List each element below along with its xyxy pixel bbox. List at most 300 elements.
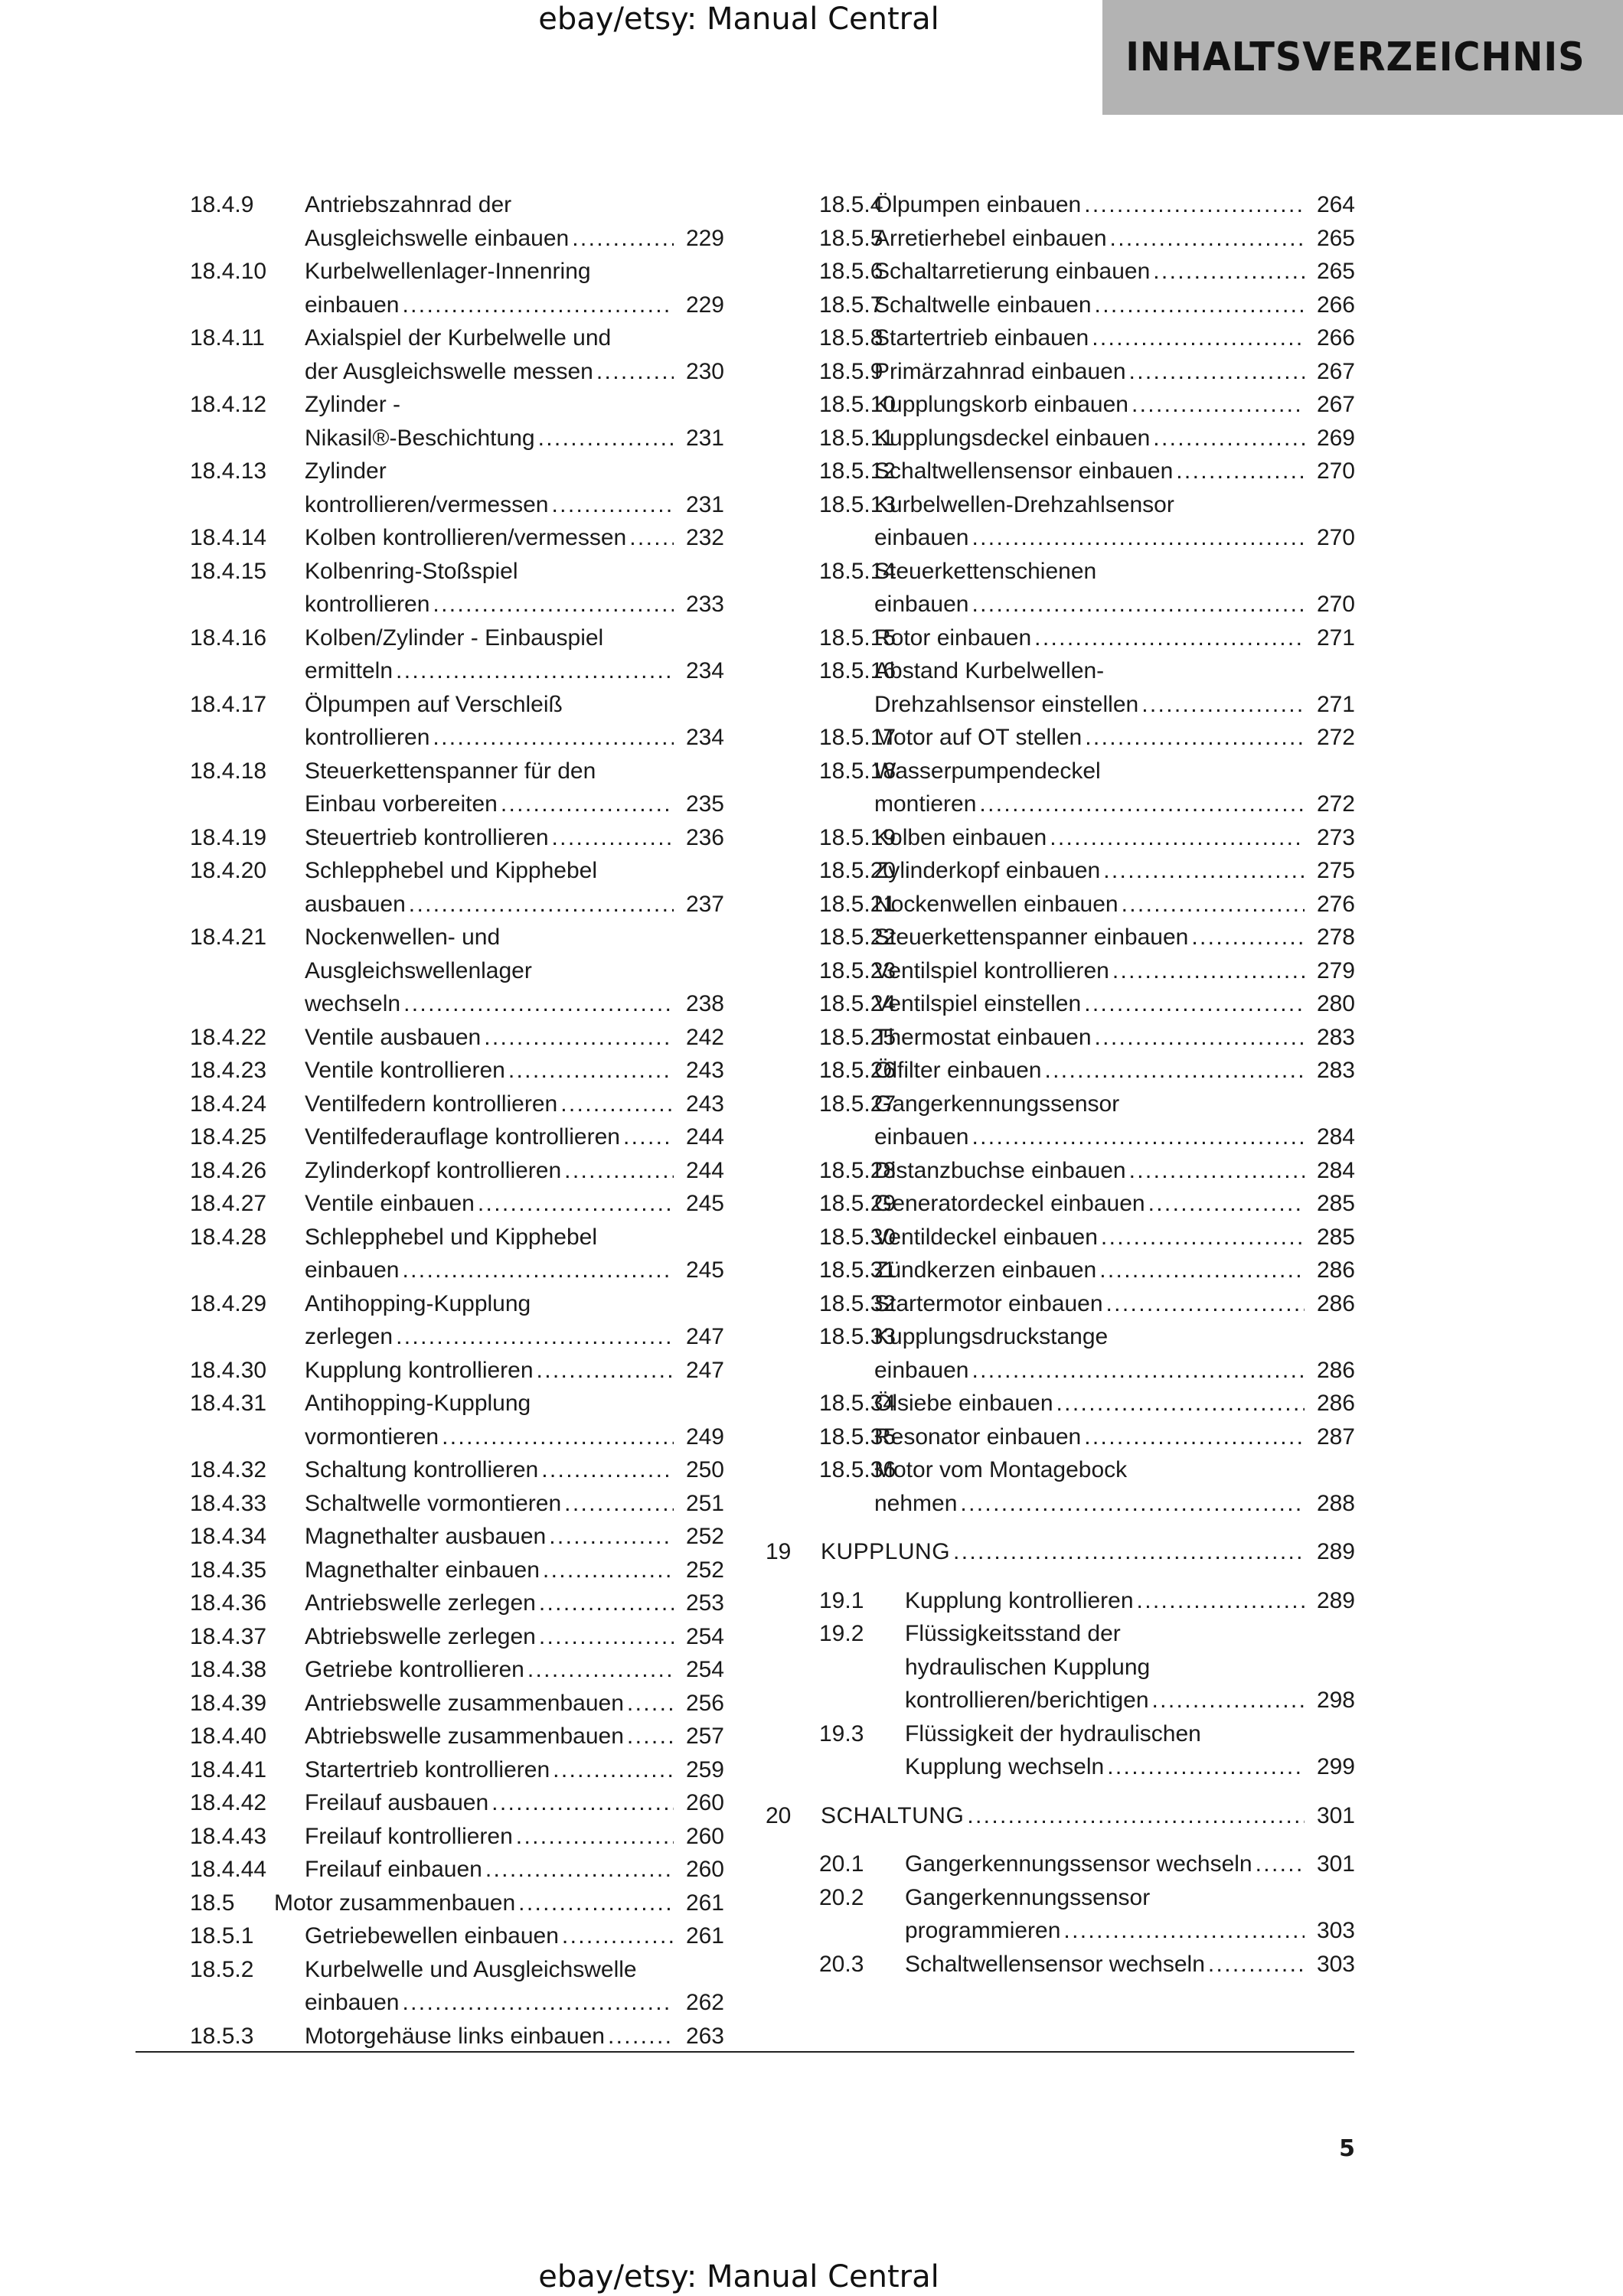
dot-leader: [549, 1520, 674, 1554]
toc-entry-title: Schlepphebel und Kipphebel: [305, 1224, 597, 1250]
dot-leader: [1148, 1187, 1305, 1221]
dot-leader: [543, 1554, 674, 1587]
dot-leader: [442, 1420, 674, 1454]
toc-entry[interactable]: [190, 1387, 724, 1453]
toc-entry-title: Schaltarretierung einbauen: [874, 259, 1151, 284]
toc-entry[interactable]: [190, 1753, 724, 1787]
toc-entry-title: einbauen: [305, 1257, 400, 1283]
toc-page-number: 298: [1316, 1688, 1355, 1713]
toc-entry-number: 18.4.32: [190, 1457, 267, 1482]
toc-entry-title: Freilauf einbauen: [305, 1857, 482, 1882]
dot-leader: [1106, 1287, 1305, 1321]
toc-page-number: 271: [1316, 625, 1355, 651]
toc-entry-number: 18.5.2: [190, 1956, 254, 1982]
toc-entry-number: 18.5.13: [819, 491, 896, 517]
toc-entry-title: Getriebe kontrollieren: [305, 1657, 524, 1682]
dot-leader: [1099, 1254, 1305, 1287]
toc-entry[interactable]: [190, 1653, 724, 1687]
toc-entry-title: wechseln: [305, 991, 401, 1016]
toc-entry[interactable]: [766, 1154, 1355, 1188]
toc-entry-number: 18.5.9: [819, 358, 883, 384]
toc-page-number: 245: [685, 1257, 724, 1283]
toc-entry-title: Drehzahlsensor einstellen: [874, 691, 1139, 717]
toc-entry-number: 18.4.30: [190, 1357, 267, 1383]
toc-page-number: 270: [1316, 525, 1355, 550]
toc-page-number: 243: [685, 1058, 724, 1083]
toc-entry-number: 18.4.33: [190, 1490, 267, 1516]
toc-entry-number: 18.4.21: [190, 925, 267, 950]
toc-entry[interactable]: [766, 1584, 1355, 1618]
toc-entry[interactable]: [190, 1088, 724, 1121]
toc-entry-number: 18.5.28: [819, 1157, 896, 1183]
toc-chapter[interactable]: [766, 1799, 1355, 1833]
dot-leader: [1056, 1387, 1305, 1420]
dot-leader: [562, 1919, 674, 1953]
toc-entry-title: Thermostat einbauen: [874, 1024, 1092, 1050]
toc-entry[interactable]: [190, 1587, 724, 1620]
toc-entry-number: 18.4.25: [190, 1124, 267, 1150]
dot-leader: [627, 1687, 674, 1720]
toc-entry-title: programmieren: [905, 1918, 1061, 1943]
toc-entry[interactable]: [190, 1687, 724, 1720]
toc-page-number: 301: [1316, 1802, 1355, 1828]
toc-entry[interactable]: [766, 488, 1355, 555]
toc-entry[interactable]: [766, 1021, 1355, 1055]
toc-entry-number: 18.5.33: [819, 1324, 896, 1349]
toc-entry[interactable]: [766, 821, 1355, 855]
toc-entry[interactable]: [190, 621, 724, 688]
toc-entry-number: 18.4.23: [190, 1058, 267, 1083]
toc-entry[interactable]: [766, 1948, 1355, 1981]
toc-entry-title: Ventildeckel einbauen: [874, 1224, 1098, 1250]
toc-entry-number: 20.1: [819, 1851, 864, 1877]
toc-page-number: 229: [685, 225, 724, 251]
toc-entry[interactable]: [190, 1953, 724, 2020]
toc-entry-title: Flüssigkeit der hydraulischen: [905, 1720, 1201, 1746]
toc-entry[interactable]: [766, 1254, 1355, 1287]
toc-entry[interactable]: [766, 188, 1355, 222]
toc-page-number: 237: [685, 891, 724, 917]
toc-entry[interactable]: [766, 1881, 1355, 1948]
toc-entry-number: 18.4.24: [190, 1091, 267, 1117]
dot-leader: [629, 521, 674, 555]
toc-entry-title: Ölfilter einbauen: [874, 1058, 1042, 1083]
toc-page-number: 270: [1316, 592, 1355, 617]
toc-page-number: 303: [1316, 1951, 1355, 1977]
dot-leader: [1256, 1848, 1305, 1881]
toc-entry-title: montieren: [874, 791, 977, 817]
dot-leader: [552, 821, 674, 855]
toc-entry-title: Ventile kontrollieren: [305, 1058, 505, 1083]
dot-leader: [564, 1154, 674, 1188]
toc-page-number: 289: [1316, 1539, 1355, 1564]
toc-page-number: 235: [685, 791, 724, 817]
toc-page-number: 253: [685, 1590, 724, 1616]
toc-entry[interactable]: [190, 1021, 724, 1055]
toc-entry-number: 18.4.39: [190, 1690, 267, 1716]
toc-entry[interactable]: [190, 188, 724, 255]
toc-entry-number: 18.5.1: [190, 1923, 254, 1949]
toc-entry-number: 18.5.10: [819, 392, 896, 417]
toc-entry[interactable]: [190, 1487, 724, 1521]
dot-leader: [1112, 954, 1305, 988]
dot-leader: [1191, 921, 1305, 954]
toc-entry-number: 18.5.35: [819, 1424, 896, 1450]
toc-page-number: 288: [1316, 1490, 1355, 1516]
toc-entry[interactable]: [190, 1520, 724, 1554]
toc-entry-title: Nockenwellen- und: [305, 925, 501, 950]
toc-page-number: 285: [1316, 1191, 1355, 1216]
toc-entry-title: Schaltwellensensor einbauen: [874, 458, 1174, 484]
toc-entry[interactable]: [766, 1221, 1355, 1254]
toc-page-number: 229: [685, 292, 724, 318]
toc-entry-number: 18.4.40: [190, 1724, 267, 1749]
toc-entry-title: Antihopping-Kupplung: [305, 1391, 531, 1416]
toc-entry-number: 18.4.18: [190, 758, 267, 784]
toc-page-number: 283: [1316, 1024, 1355, 1050]
dot-leader: [539, 1620, 674, 1654]
toc-entry[interactable]: [190, 854, 724, 921]
dot-leader: [402, 1254, 674, 1287]
toc-page-number: 231: [685, 491, 724, 517]
toc-page-number: 261: [685, 1923, 724, 1949]
toc-entry[interactable]: [190, 1354, 724, 1388]
dot-leader: [1085, 721, 1305, 755]
toc-entry-number: 18.5.21: [819, 891, 896, 917]
toc-entry-number: 18.4.36: [190, 1590, 267, 1616]
dot-leader: [627, 1720, 674, 1753]
toc-page-number: 270: [1316, 458, 1355, 484]
dot-leader: [538, 422, 674, 455]
toc-entry[interactable]: [190, 1054, 724, 1088]
toc-entry-title: Magnethalter ausbauen: [305, 1524, 547, 1549]
toc-page-number: 265: [1316, 259, 1355, 284]
toc-page-number: 234: [685, 725, 724, 750]
toc-page-number: 287: [1316, 1424, 1355, 1450]
toc-entry-number: 18.5.23: [819, 957, 896, 983]
toc-entry-title: Kupplungsdruckstange: [874, 1324, 1109, 1349]
toc-entry-title: Startertrieb kontrollieren: [305, 1756, 550, 1782]
toc-page-number: 284: [1316, 1124, 1355, 1150]
dot-leader: [433, 588, 674, 621]
toc-entry-title: zerlegen: [305, 1324, 394, 1349]
toc-page-number: 267: [1316, 392, 1355, 417]
toc-entry-number: 18.5.7: [819, 292, 883, 318]
toc-entry[interactable]: [766, 1387, 1355, 1420]
toc-entry[interactable]: [766, 1320, 1355, 1387]
toc-entry-number: 18.5.4: [819, 192, 883, 217]
dot-leader: [501, 788, 674, 821]
dot-leader: [518, 1887, 674, 1920]
toc-page-number: 276: [1316, 891, 1355, 917]
toc-entry[interactable]: [766, 1453, 1355, 1520]
toc-entry-title: Motor zusammenbauen: [274, 1890, 516, 1916]
toc-entry-title: Primärzahnrad einbauen: [874, 358, 1126, 384]
toc-entry[interactable]: [766, 1287, 1355, 1321]
toc-entry[interactable]: [766, 854, 1355, 888]
toc-entry[interactable]: [190, 1287, 724, 1354]
toc-entry[interactable]: [766, 621, 1355, 655]
dot-leader: [508, 1054, 674, 1088]
toc-entry-title: Antriebswelle zerlegen: [305, 1590, 536, 1616]
dot-leader: [1137, 1584, 1305, 1618]
toc-page-number: 260: [685, 1857, 724, 1882]
toc-entry-title: Distanzbuchse einbauen: [874, 1157, 1126, 1183]
dot-leader: [1084, 987, 1305, 1021]
toc-entry-number: 18.4.28: [190, 1224, 267, 1250]
toc-entry-number: 18.4.19: [190, 824, 267, 850]
toc-page-number: 242: [685, 1024, 724, 1050]
toc-entry-title: kontrollieren/vermessen: [305, 491, 549, 517]
toc-entry-number: 18.5.20: [819, 858, 896, 883]
toc-entry-number: 18.5.24: [819, 991, 896, 1016]
toc-entry-number: 18.4.10: [190, 259, 267, 284]
dot-leader: [516, 1820, 674, 1854]
dot-leader: [967, 1799, 1305, 1833]
dot-leader: [396, 1320, 674, 1354]
toc-entry-number: 18.5.22: [819, 925, 896, 950]
dot-leader: [551, 488, 674, 522]
dot-leader: [960, 1487, 1305, 1521]
toc-entry[interactable]: [766, 555, 1355, 621]
toc-entry[interactable]: [190, 1620, 724, 1654]
toc-entry[interactable]: [766, 289, 1355, 322]
toc-chapter[interactable]: [766, 1535, 1355, 1569]
toc-entry[interactable]: [190, 921, 724, 1021]
toc-entry[interactable]: [190, 1120, 724, 1154]
toc-entry-title: Gangerkennungssensor wechseln: [905, 1851, 1252, 1877]
dot-leader: [1084, 1420, 1305, 1454]
toc-entry-title: Steuerkettenspanner für den: [305, 758, 596, 784]
dot-leader: [433, 721, 674, 755]
toc-entry-title: Freilauf kontrollieren: [305, 1823, 513, 1849]
toc-entry-number: 18.5.6: [819, 259, 883, 284]
dot-leader: [1176, 455, 1305, 488]
toc-entry[interactable]: [766, 1420, 1355, 1454]
toc-entry[interactable]: [190, 688, 724, 755]
toc-entry-title: Ventilfedern kontrollieren: [305, 1091, 558, 1117]
toc-entry-title: einbauen: [874, 1357, 969, 1383]
toc-page-number: 271: [1316, 691, 1355, 717]
toc-entry-number: 18.4.29: [190, 1290, 267, 1316]
toc-entry[interactable]: [766, 654, 1355, 721]
toc-entry[interactable]: [766, 721, 1355, 755]
toc-entry[interactable]: [190, 1221, 724, 1287]
toc-entry-title: nehmen: [874, 1490, 958, 1516]
toc-entry-number: 18.4.13: [190, 458, 267, 484]
toc-entry[interactable]: [190, 555, 724, 621]
toc-page-number: 286: [1316, 1257, 1355, 1283]
dot-leader: [972, 588, 1305, 621]
toc-entry-title: Antriebswelle zusammenbauen: [305, 1690, 624, 1716]
toc-entry[interactable]: [766, 1088, 1355, 1154]
toc-entry-title: Ölpumpen auf Verschleiß: [305, 691, 563, 717]
toc-entry[interactable]: [766, 1054, 1355, 1088]
toc-entry[interactable]: [766, 321, 1355, 355]
toc-entry[interactable]: [190, 255, 724, 321]
toc-page-number: 275: [1316, 858, 1355, 883]
toc-page-number: 265: [1316, 225, 1355, 251]
toc-entry[interactable]: [766, 422, 1355, 455]
toc-entry-title: Abtriebswelle zusammenbauen: [305, 1724, 624, 1749]
toc-column-right: [766, 188, 1355, 1981]
toc-entry[interactable]: [190, 1720, 724, 1753]
toc-entry[interactable]: [190, 321, 724, 388]
toc-entry[interactable]: [766, 755, 1355, 821]
toc-page-number: 252: [685, 1524, 724, 1549]
toc-entry-title: Zylinder: [305, 458, 387, 484]
dot-leader: [596, 355, 674, 389]
toc-entry[interactable]: [190, 388, 724, 455]
toc-entry[interactable]: [766, 222, 1355, 256]
toc-entry[interactable]: [766, 1617, 1355, 1717]
toc-entry[interactable]: [766, 987, 1355, 1021]
dot-leader: [396, 654, 674, 688]
dot-leader: [1122, 888, 1305, 921]
toc-page-number: 232: [685, 525, 724, 550]
toc-entry-title: Steuertrieb kontrollieren: [305, 824, 549, 850]
toc-entry-number: 18.5.3: [190, 2023, 254, 2049]
toc-page-number: 244: [685, 1124, 724, 1150]
toc-page-number: 264: [1316, 192, 1355, 217]
dot-leader: [1141, 688, 1305, 722]
toc-entry-title: einbauen: [305, 1990, 400, 2015]
toc-entry-number: 18.4.15: [190, 558, 267, 584]
toc-entry-title: Kurbelwellen-Drehzahlsensor: [874, 491, 1174, 517]
dot-leader: [541, 1453, 674, 1487]
toc-page-number: 243: [685, 1091, 724, 1117]
toc-entry[interactable]: [190, 521, 724, 555]
toc-entry-title: Kurbelwellenlager-Innenring: [305, 259, 591, 284]
toc-entry-title: Ausgleichswelle einbauen: [305, 225, 570, 251]
toc-page-number: 303: [1316, 1918, 1355, 1943]
toc-entry-title: Abtriebswelle zerlegen: [305, 1623, 536, 1649]
dot-leader: [403, 987, 674, 1021]
toc-entry[interactable]: [190, 755, 724, 821]
toc-entry-number: 18.5.26: [819, 1058, 896, 1083]
footer-divider: [136, 2051, 1354, 2053]
toc-entry[interactable]: [766, 455, 1355, 488]
toc-page-number: 289: [1316, 1587, 1355, 1613]
toc-entry-number: 18.4.22: [190, 1024, 267, 1050]
toc-entry-title: Kupplungskorb einbauen: [874, 392, 1128, 417]
toc-entry-number: 18.4.11: [190, 325, 265, 351]
toc-entry[interactable]: [766, 255, 1355, 289]
toc-page-number: 283: [1316, 1058, 1355, 1083]
toc-entry[interactable]: [190, 455, 724, 521]
toc-entry-number: 19.3: [819, 1720, 864, 1746]
toc-entry-number: 18.5.29: [819, 1191, 896, 1216]
toc-entry-title: Nockenwellen einbauen: [874, 891, 1118, 917]
dot-leader: [1129, 1154, 1305, 1188]
toc-page-number: 254: [685, 1623, 724, 1649]
toc-entry[interactable]: [190, 821, 724, 855]
toc-entry[interactable]: [766, 1717, 1355, 1784]
toc-entry-number: 18.4.38: [190, 1657, 267, 1682]
dot-leader: [1103, 854, 1305, 888]
toc-entry-title: kontrollieren: [305, 592, 430, 617]
toc-entry-title: Ölsiebe einbauen: [874, 1391, 1053, 1416]
toc-entry-title: Motorgehäuse links einbauen: [305, 2023, 605, 2049]
toc-entry-number: 18.5.18: [819, 758, 896, 784]
toc-page-number: 272: [1316, 791, 1355, 817]
toc-entry-number: 18.4.14: [190, 525, 267, 550]
toc-entry-title: Ventilspiel einstellen: [874, 991, 1082, 1016]
toc-page-number: 252: [685, 1557, 724, 1583]
toc-entry[interactable]: [190, 1554, 724, 1587]
toc-entry-title: kontrollieren: [305, 725, 430, 750]
toc-entry[interactable]: [190, 1786, 724, 1820]
toc-page-number: 266: [1316, 325, 1355, 351]
toc-entry-title: Nikasil®-Beschichtung: [305, 425, 535, 451]
toc-entry-title: einbauen: [305, 292, 400, 318]
toc-entry-title: Antihopping-Kupplung: [305, 1290, 531, 1316]
toc-entry[interactable]: [766, 954, 1355, 988]
toc-page-number: 249: [685, 1424, 724, 1450]
toc-page-number: 256: [685, 1690, 724, 1716]
toc-entry[interactable]: [190, 1887, 724, 1920]
dot-leader: [572, 222, 674, 256]
toc-page-number: 261: [685, 1890, 724, 1916]
toc-entry[interactable]: [190, 1187, 724, 1221]
dot-leader: [608, 2020, 674, 2053]
dot-leader: [1050, 821, 1305, 855]
toc-entry-title: Schaltwelle einbauen: [874, 292, 1092, 318]
toc-page-number: 238: [685, 991, 724, 1016]
toc-entry-title: Rotor einbauen: [874, 625, 1032, 651]
toc-entry[interactable]: [190, 1853, 724, 1887]
toc-entry-number: 18.5.31: [819, 1257, 896, 1283]
toc-entry[interactable]: [190, 1154, 724, 1188]
toc-entry[interactable]: [766, 921, 1355, 954]
toc-entry-title: Arretierhebel einbauen: [874, 225, 1107, 251]
toc-page-number: 250: [685, 1457, 724, 1482]
dot-leader: [1153, 422, 1305, 455]
toc-entry-title: Antriebszahnrad der: [305, 192, 512, 217]
toc-entry[interactable]: [190, 1919, 724, 1953]
toc-entry[interactable]: [766, 388, 1355, 422]
dot-leader: [1084, 188, 1305, 222]
toc-entry[interactable]: [190, 1453, 724, 1487]
dot-leader: [564, 1487, 674, 1521]
dot-leader: [537, 1354, 674, 1388]
toc-entry-title: ausbauen: [305, 891, 406, 917]
toc-entry-number: 20.2: [819, 1884, 864, 1910]
toc-entry-title: Kolbenring-Stoßspiel: [305, 558, 518, 584]
toc-entry-title: Kupplung kontrollieren: [905, 1587, 1134, 1613]
toc-entry-title: Ölpumpen einbauen: [874, 192, 1082, 217]
toc-entry[interactable]: [190, 2020, 724, 2053]
toc-entry[interactable]: [766, 888, 1355, 921]
toc-entry[interactable]: [766, 355, 1355, 389]
toc-entry[interactable]: [190, 1820, 724, 1854]
toc-entry[interactable]: [766, 1848, 1355, 1881]
toc-entry-title: Einbau vorbereiten: [305, 791, 498, 817]
toc-entry-number: 18.5.11: [819, 425, 894, 451]
toc-page-number: 251: [685, 1490, 724, 1516]
toc-entry-title: Wasserpumpendeckel: [874, 758, 1101, 784]
toc-entry-title: Steuerkettenschienen: [874, 558, 1097, 584]
toc-entry-number: 18.5: [190, 1890, 235, 1916]
page-number: 5: [1339, 2135, 1355, 2162]
toc-entry[interactable]: [766, 1187, 1355, 1221]
toc-entry-number: 18.4.34: [190, 1524, 267, 1549]
toc-entry-title: hydraulischen Kupplung: [905, 1654, 1151, 1680]
toc-entry-title: Gangerkennungssensor: [905, 1884, 1151, 1910]
toc-page-number: 254: [685, 1657, 724, 1682]
toc-page-number: 269: [1316, 425, 1355, 451]
toc-entry-title: Gangerkennungssensor: [874, 1091, 1120, 1117]
